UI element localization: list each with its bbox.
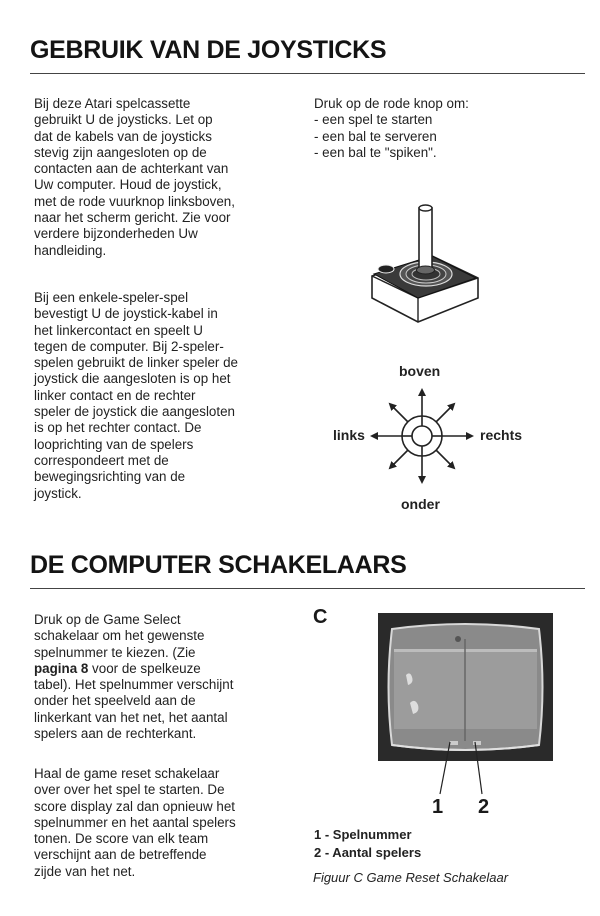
- joystick-illustration: [360, 198, 490, 338]
- text-line: - een bal te serveren: [314, 128, 437, 144]
- direction-label-right: rechts: [480, 427, 523, 443]
- direction-label-left: links: [333, 427, 365, 443]
- text-line: zijde van het net.: [34, 863, 136, 879]
- text-line: het linkercontact en speelt U: [34, 322, 203, 338]
- text-line: met de rode vuurknop linksboven,: [34, 193, 235, 209]
- text-line: tonen. De score van elk team: [34, 831, 209, 847]
- game-reset-paragraph: [34, 766, 236, 880]
- text-line: score display zal dan opnieuw het: [34, 798, 235, 814]
- page-reference: pagina 8: [34, 660, 89, 676]
- text-line: tabel). Het spelnummer verschijnt: [34, 677, 234, 693]
- text-line: correspondeert met de: [34, 452, 169, 468]
- legend-game-number: 1 - Spelnummer: [314, 827, 412, 842]
- text-line: Uw computer. Houd de joystick,: [34, 177, 222, 193]
- text-line: joystick.: [34, 485, 82, 501]
- section-heading-computer-switches: DE COMPUTER SCHAKELAARS: [30, 551, 407, 579]
- text-line: onder het speelveld aan de: [34, 693, 196, 709]
- text-line: spelers aan de rechterkant.: [34, 726, 197, 742]
- callout-number-1: 1: [432, 796, 444, 818]
- text-line: dat de kabels van de joysticks: [34, 128, 212, 144]
- text-line: bewegingsrichting van de: [34, 469, 186, 485]
- joystick-intro-paragraph: [34, 96, 235, 259]
- text-line: joystick die aangesloten is op het: [34, 371, 231, 387]
- tv-screen-figure: [378, 613, 553, 761]
- legend-player-count: 2 - Aantal spelers: [314, 845, 422, 860]
- game-select-paragraph: [34, 612, 233, 742]
- text-line: verschijnt aan de betreffende: [34, 847, 207, 863]
- text-line: Bij een enkele-speler-spel: [34, 290, 189, 305]
- figure-letter: C: [313, 606, 328, 628]
- text-line: over over het spel te starten. De: [34, 782, 225, 798]
- heading-rule: [30, 73, 585, 74]
- text-line: speler de joystick die aangesloten: [34, 404, 235, 420]
- text-line: handleiding.: [34, 242, 107, 258]
- text-line: contacten aan de achterkant van: [34, 161, 229, 177]
- text-line: looprichting van de spelers: [34, 436, 194, 452]
- text-line: - een spel te starten: [314, 112, 433, 128]
- heading-rule: [30, 588, 585, 589]
- text-line: gebruikt U de joysticks. Let op: [34, 112, 213, 128]
- text-line: linkerkant van het net, het aantal: [34, 709, 228, 725]
- direction-label-down: onder: [401, 496, 440, 512]
- red-button-instructions: [314, 96, 469, 161]
- text-line: verdere bijzonderheden Uw: [34, 226, 198, 242]
- direction-label-up: boven: [399, 363, 441, 379]
- text-line: spelen gebruikt de linker speler de: [34, 355, 238, 371]
- joystick-players-paragraph: [34, 290, 238, 502]
- section-heading-joysticks: GEBRUIK VAN DE JOYSTICKS: [30, 36, 387, 64]
- figure-caption: Figuur C Game Reset Schakelaar: [313, 870, 509, 885]
- text-line: stevig zijn aangesloten op de: [34, 144, 207, 160]
- text-line: is op het rechter contact. De: [34, 420, 202, 436]
- text-line: linker contact en de rechter: [34, 387, 196, 403]
- text-fragment: voor de spelkeuze: [88, 660, 201, 676]
- text-line: naar het scherm gericht. Zie voor: [34, 210, 231, 226]
- text-line: tegen de computer. Bij 2-speler-: [34, 338, 224, 354]
- text-line: bevestigt U de joystick-kabel in: [34, 306, 218, 322]
- text-line: Bij deze Atari spelcassette: [34, 96, 191, 111]
- text-line: [34, 661, 233, 677]
- direction-diagram: [362, 380, 482, 492]
- text-line: Druk op de rode knop om:: [314, 96, 469, 111]
- text-line: Druk op de Game Select: [34, 612, 181, 627]
- text-line: spelnummer en het aantal spelers: [34, 814, 236, 830]
- text-line: - een bal te "spiken".: [314, 144, 437, 160]
- text-line: Haal de game reset schakelaar: [34, 766, 220, 781]
- text-line: spelnummer te kiezen. (Zie: [34, 644, 196, 660]
- callout-lines: [420, 740, 500, 800]
- callout-number-2: 2: [478, 796, 490, 818]
- text-line: schakelaar om het gewenste: [34, 628, 205, 644]
